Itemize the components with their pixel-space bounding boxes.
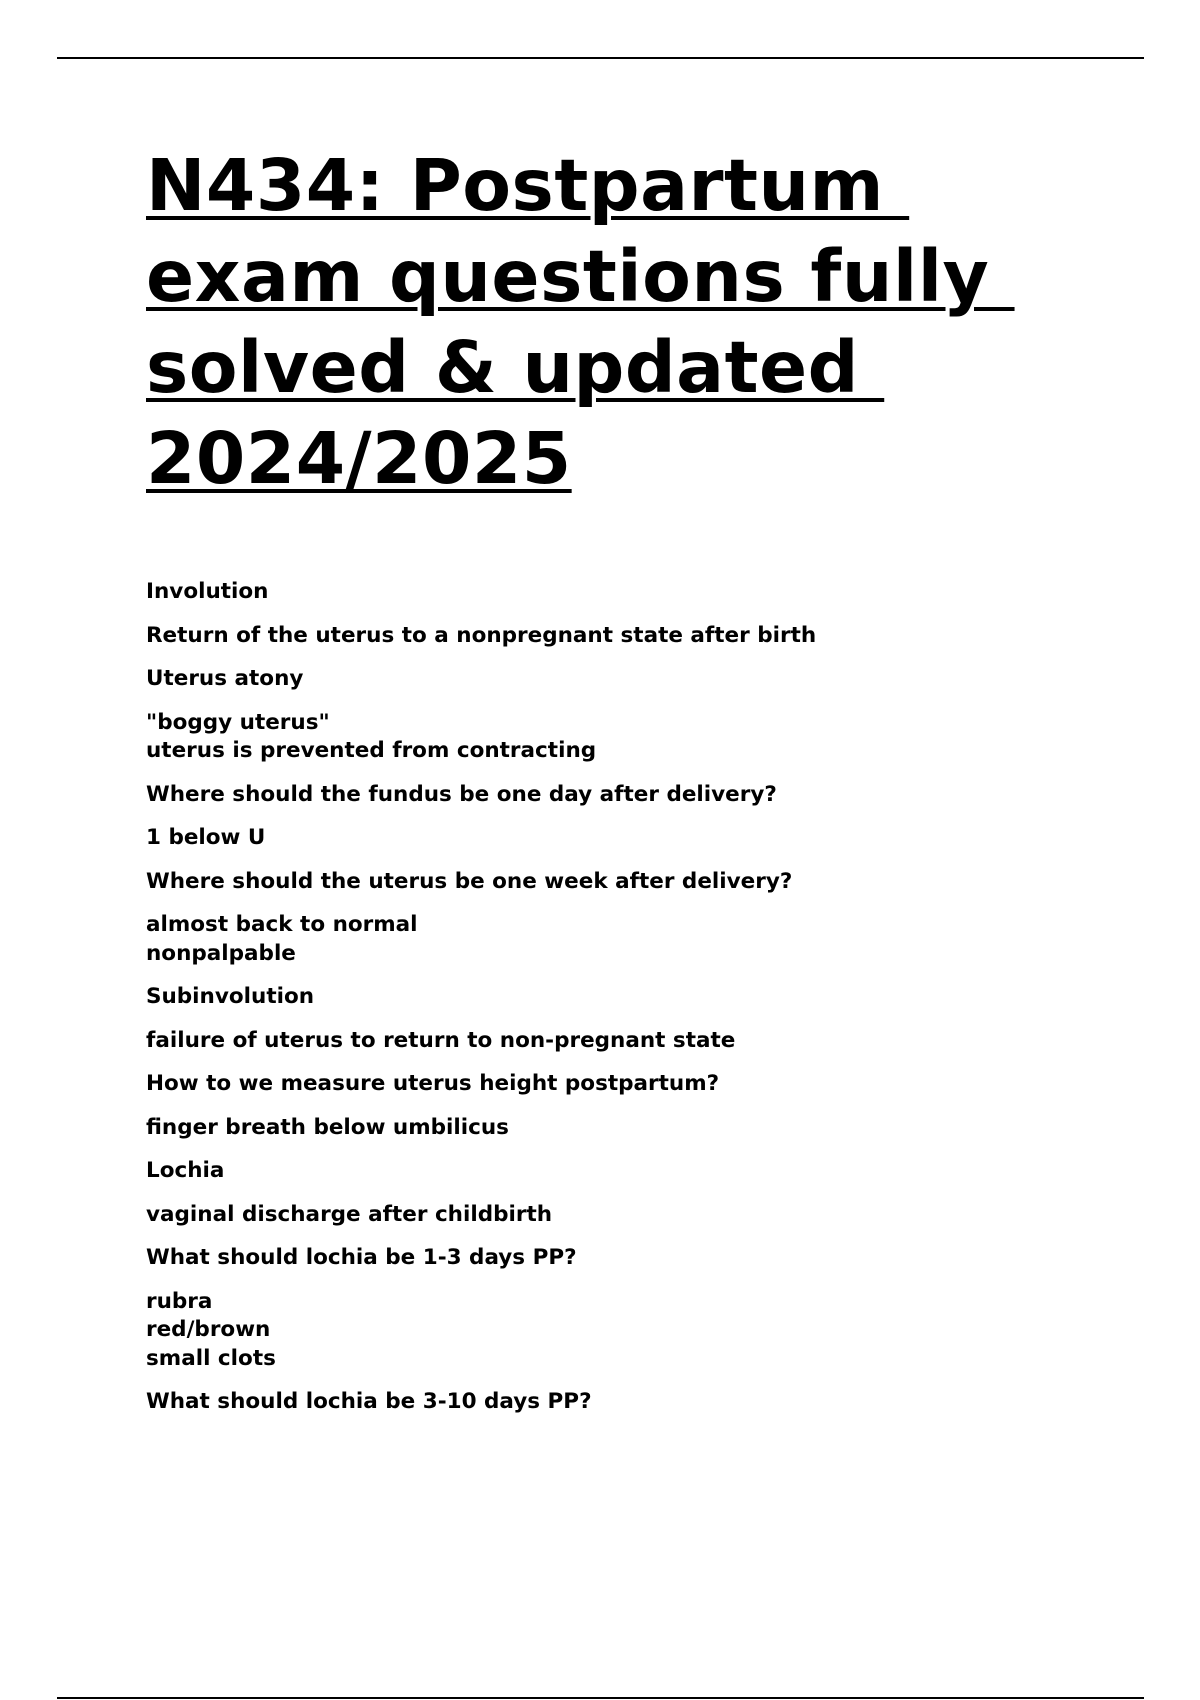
answer-measure-uterus: finger breath below umbilicus (146, 1114, 509, 1140)
term-uterus-atony: Uterus atony (146, 666, 304, 691)
bottom-divider (57, 1697, 1144, 1699)
question-lochia-3-10-days: What should lochia be 3-10 days PP? (146, 1389, 592, 1414)
definition-subinvolution: failure of uterus to return to non-pregnant state (146, 1027, 736, 1053)
title-line: N434: Postpartum (146, 144, 910, 227)
definition-lochia: vaginal discharge after childbirth (146, 1201, 553, 1227)
definition-involution: Return of the uterus to a nonpregnant state after birth (146, 622, 817, 648)
title-line: 2024/2025 (146, 417, 572, 500)
top-divider (57, 57, 1144, 59)
answer-lochia-1-3-days: rubra red/brown small clots (146, 1288, 276, 1371)
term-lochia: Lochia (146, 1158, 225, 1183)
document-title (146, 140, 1106, 504)
question-uterus-one-week: Where should the uterus be one week after delivery? (146, 868, 793, 894)
term-involution: Involution (146, 579, 269, 604)
title-line: exam questions fully (146, 235, 1015, 318)
term-subinvolution: Subinvolution (146, 984, 315, 1009)
qa-list (146, 578, 1106, 1417)
answer-uterus-one-week: almost back to normal nonpalpable (146, 912, 418, 966)
answer-fundus-one-day: 1 below U (146, 825, 266, 850)
definition-uterus-atony: "boggy uterus" uterus is prevented from contracting (146, 709, 597, 763)
question-measure-uterus: How to we measure uterus height postpartum? (146, 1071, 720, 1096)
title-line: solved & updated (146, 326, 885, 409)
question-lochia-1-3-days: What should lochia be 1-3 days PP? (146, 1245, 577, 1270)
document-body (146, 140, 1106, 1432)
question-fundus-one-day: Where should the fundus be one day after delivery? (146, 781, 777, 807)
